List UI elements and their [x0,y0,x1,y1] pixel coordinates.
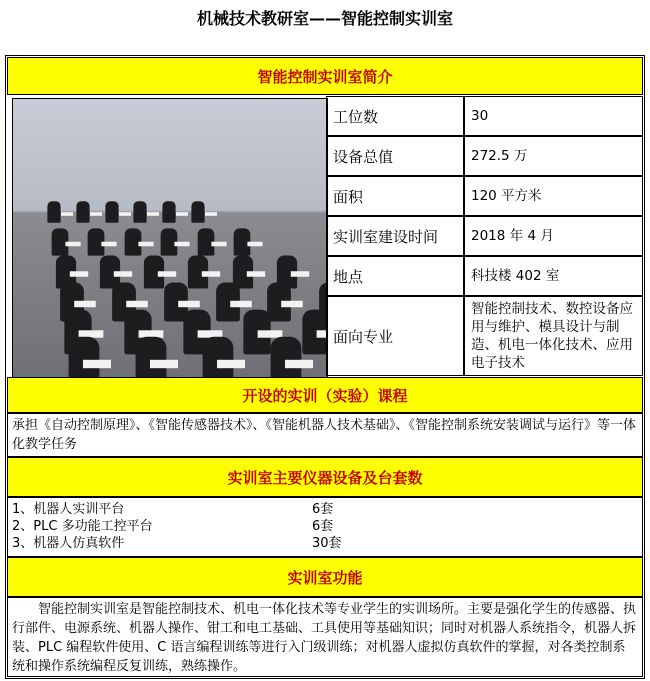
desk-shape [178,301,200,307]
desk-shape [147,212,159,216]
desk-shape [74,301,96,307]
desk-shape [230,301,252,307]
intro-value: 智能控制技术、数控设备应用与维护、模具设计与制造、机电一体化技术、应用电子技术 [464,296,643,376]
intro-label: 面向专业 [326,296,464,376]
courses-text: 承担《自动控制原理》、《智能传感器技术》、《智能机器人技术基础》、《智能控制系统安装调试与运行》等一体化教学任务 [7,413,643,457]
chair-shape [134,201,147,223]
desk-shape [175,242,190,247]
desk-shape [248,242,263,247]
chair-shape [270,337,301,378]
equipment-qty: 6套 [312,519,334,534]
desk-shape [65,242,80,247]
desk-shape [202,271,220,277]
equipment-list [7,497,643,557]
intro-label: 面积 [326,176,464,216]
desk-shape [282,301,304,307]
intro-value: 120 平方米 [464,176,643,216]
desk-shape [114,271,132,277]
desk-shape [158,271,176,277]
desk-shape [176,212,188,216]
desk-shape [83,360,111,368]
desk-shape [90,212,102,216]
desk-shape [126,301,148,307]
chair-shape [76,201,89,223]
chair-shape [47,201,60,223]
intro-header: 智能控制实训室简介 [7,57,643,95]
desk-shape [138,242,153,247]
desk-shape [285,360,313,368]
desk-shape [246,271,264,277]
desk-shape [217,360,245,368]
intro-label: 工位数 [326,96,464,136]
intro-label: 实训室建设时间 [326,216,464,256]
intro-label: 地点 [326,256,464,296]
chair-shape [191,201,204,223]
equipment-item [12,501,638,518]
equipment-name: 1、机器人实训平台 [12,502,125,517]
chair-shape [105,201,118,223]
desk-shape [291,271,309,277]
lab-photo [12,98,328,378]
desk-shape [61,212,73,216]
intro-value: 科技楼 402 室 [464,256,643,296]
equipment-name: 2、PLC 多功能工控平台 [12,519,153,534]
equipment-header: 实训室主要仪器设备及台套数 [7,457,643,497]
equipment-qty: 6套 [312,502,334,517]
lab-info-table [5,55,645,679]
desk-shape [119,212,131,216]
function-text: 智能控制实训室是智能控制技术、机电一体化技术等专业学生的实训场所。主要是强化学生的传感器、执行部件、电源系统、机器人操作、钳工和电工基础、工具使用等基础知识；同时对机器人系统指令，机器人拆装、PLC 编程软件使用、C 语言编程训练等进行入门级训练；对机器人虚拟仿真软件的掌握，对各类控制系统和操作系统编程反复训练，熟练操作。 [7,597,643,677]
function-header: 实训室功能 [7,557,643,597]
chair-shape [203,337,234,378]
equipment-item [12,535,638,552]
intro-value: 30 [464,96,643,136]
intro-value: 2018 年 4 月 [464,216,643,256]
intro-value: 272.5 万 [464,136,643,176]
equipment-item [12,518,638,535]
desk-shape [102,242,117,247]
courses-header: 开设的实训（实验）课程 [7,377,643,413]
chair-shape [163,201,176,223]
equipment-name: 3、机器人仿真软件 [12,536,125,551]
chair-shape [136,337,167,378]
desk-shape [205,212,217,216]
desk-shape [211,242,226,247]
desk-shape [70,271,88,277]
chair-shape [69,337,100,378]
intro-label: 设备总值 [326,136,464,176]
desk-shape [150,360,178,368]
equipment-qty: 30套 [312,536,342,551]
page-title: 机械技术教研室——智能控制实训室 [196,9,453,28]
